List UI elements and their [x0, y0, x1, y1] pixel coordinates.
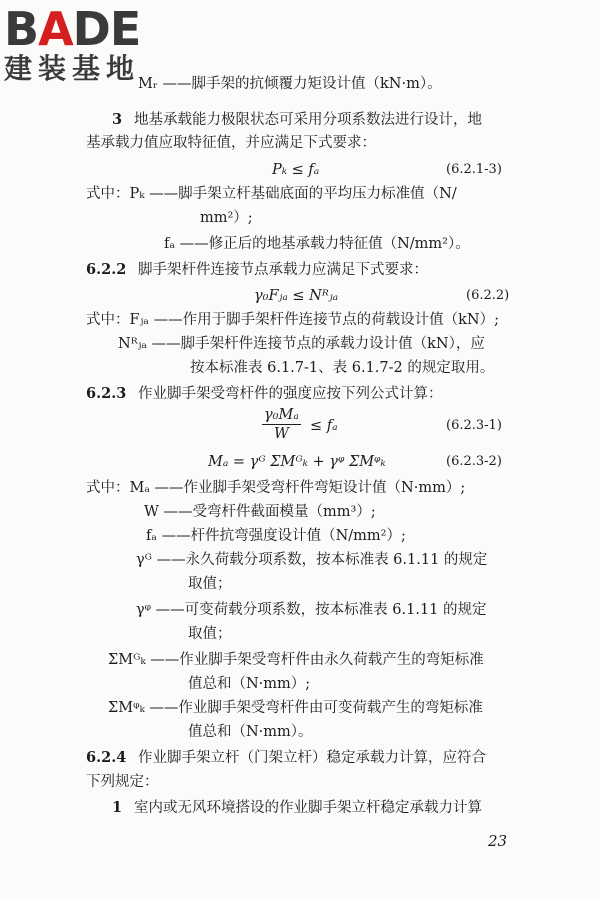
text-line: 式中：Pₖ ——脚手架立杆基础底面的平均压力标准值（N/	[86, 186, 457, 202]
text-line: 值总和（N·mm）;	[188, 676, 311, 692]
text-line: fₐ ——修正后的地基承载力特征值（N/mm²）。	[164, 236, 470, 252]
equation: ≤ fₐ	[310, 418, 338, 434]
logo-subtitle: 建装基地	[4, 52, 141, 85]
equation-number: (6.2.1-3)	[446, 162, 502, 177]
text-line: 式中：Mₐ ——作业脚手架受弯杆件弯矩设计值（N·mm）;	[86, 480, 466, 496]
section-title: 脚手架杆件连接节点承载力应满足下式要求：	[138, 262, 428, 278]
section-title: 作业脚手架立杆（门架立杆）稳定承载力计算，应符合	[138, 750, 486, 766]
text-line: 下列规定：	[86, 774, 159, 790]
text-line: fₐ ——杆件抗弯强度设计值（N/mm²）;	[146, 528, 406, 544]
text-line: ΣMᴳₖ ——作业脚手架受弯杆件由永久荷载产生的弯矩标准	[108, 652, 484, 668]
text-line: 室内或无风环境搭设的作业脚手架立杆稳定承载力计算	[134, 800, 482, 816]
logo-wordmark: BADE	[4, 2, 141, 56]
text-line: 值总和（N·mm）。	[188, 724, 313, 740]
equation-number: (6.2.2)	[466, 288, 510, 303]
equation-fraction	[262, 406, 301, 443]
page-number: 23	[488, 832, 508, 850]
item-number: 3	[112, 111, 123, 128]
text-line: 式中：Fⱼₐ ——作用于脚手架杆件连接节点的荷载设计值（kN）;	[86, 312, 499, 328]
text-line: 地基承载能力极限状态可采用分项系数法进行设计，地	[134, 112, 482, 128]
text-line: 取值；	[188, 576, 232, 592]
section-number: 6.2.2	[86, 261, 127, 278]
text-line: W ——受弯杆件截面模量（mm³）;	[144, 504, 376, 520]
equation-number: (6.2.3-2)	[446, 454, 502, 469]
text-line: 取值；	[188, 626, 232, 642]
text-line: 基承载力值应取特征值，并应满足下式要求：	[86, 135, 376, 151]
text-line: 按本标准表 6.1.7-1、表 6.1.7-2 的规定取用。	[190, 360, 495, 376]
item-number: 1	[112, 799, 123, 816]
equation: Pₖ ≤ fₐ	[272, 162, 320, 178]
equation-number: (6.2.3-1)	[446, 418, 502, 433]
section-title: 作业脚手架受弯杆件的强度应按下列公式计算：	[138, 386, 443, 402]
fraction-denominator: W	[273, 426, 289, 442]
text-line: γᵠ ——可变荷载分项系数，按本标准表 6.1.11 的规定	[136, 602, 487, 618]
text-line: mm²）;	[200, 210, 253, 226]
section-number: 6.2.3	[86, 385, 127, 402]
fraction-numerator: γ₀Mₐ	[264, 407, 299, 423]
text-line: Mᵣ ——脚手架的抗倾覆力矩设计值（kN·m）。	[138, 76, 442, 92]
text-line: Nᴿⱼₐ ——脚手架杆件连接节点的承载力设计值（kN），应	[118, 336, 485, 352]
equation: γ₀Fⱼₐ ≤ Nᴿⱼₐ	[254, 288, 339, 304]
equation: Mₐ = γᴳ ΣMᴳₖ + γᵠ ΣMᵠₖ	[208, 454, 386, 470]
section-number: 6.2.4	[86, 749, 127, 766]
text-line: ΣMᵠₖ ——作业脚手架受弯杆件由可变荷载产生的弯矩标准	[108, 700, 483, 716]
text-line: γᴳ ——永久荷载分项系数，按本标准表 6.1.11 的规定	[136, 552, 488, 568]
